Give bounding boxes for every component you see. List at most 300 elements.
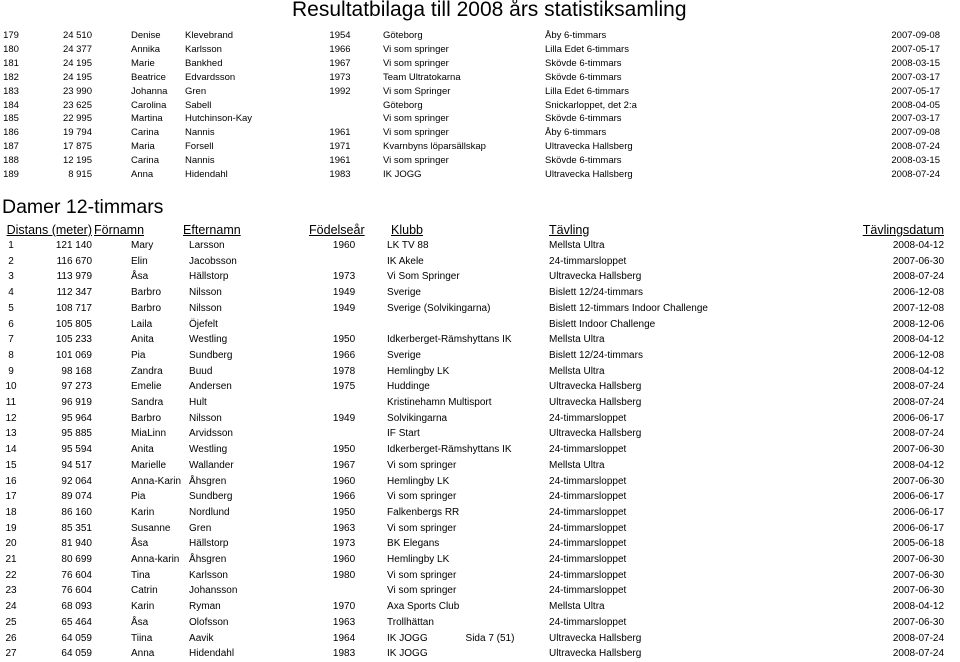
cell-rank: 2 — [8, 255, 14, 267]
table-row — [0, 646, 944, 662]
cell-distance: 64 059 — [61, 632, 92, 644]
table-row — [0, 254, 944, 270]
cell-date: 2008-04-12 — [892, 459, 945, 471]
cell-birth-year: 1973 — [332, 271, 356, 283]
cell-club: Göteborg — [383, 30, 423, 41]
cell-distance: 98 168 — [61, 365, 92, 377]
results-table-continued-body — [0, 29, 940, 182]
cell-rank: 186 — [3, 127, 19, 139]
cell-club: Axa Sports Club — [387, 601, 460, 613]
cell-date: 2008-07-24 — [892, 632, 945, 644]
table-row — [0, 411, 944, 427]
cell-distance: 95 964 — [61, 412, 92, 424]
cell-rank: 5 — [8, 302, 14, 314]
cell-birth-year — [309, 395, 365, 411]
cell-first-name: Marielle — [131, 459, 167, 471]
cell-rank: 6 — [8, 318, 14, 330]
table-row — [0, 364, 944, 380]
cell-competition: 24-timmarsloppet — [549, 569, 627, 581]
cell-date: 2008-03-15 — [891, 57, 940, 69]
cell-club: Hemlingby LK — [387, 554, 450, 566]
cell-club: Team Ultratokarna — [383, 71, 461, 83]
cell-distance: 105 805 — [55, 318, 92, 330]
cell-rank: 15 — [5, 459, 17, 471]
cell-last-name: Nannis — [185, 127, 215, 139]
cell-distance: 23 625 — [62, 99, 92, 111]
cell-birth-year — [309, 317, 365, 333]
cell-date: 2007-09-08 — [891, 127, 940, 139]
table-row — [0, 29, 940, 43]
cell-first-name: Pia — [131, 349, 146, 361]
cell-last-name: Nilsson — [189, 302, 222, 314]
cell-competition: Bislett 12/24-timmars — [549, 287, 643, 299]
table-row — [0, 85, 940, 99]
cell-first-name: Laila — [131, 318, 153, 330]
cell-first-name: Åsa — [131, 271, 149, 283]
table-row — [0, 474, 944, 490]
cell-last-name: Nilsson — [189, 412, 222, 424]
table-row — [0, 43, 940, 57]
cell-date: 2008-04-12 — [892, 240, 945, 251]
cell-date: 2007-06-30 — [892, 444, 945, 456]
cell-rank: 7 — [8, 334, 14, 346]
cell-birth-year: 1980 — [332, 569, 356, 581]
cell-rank: 21 — [5, 554, 17, 566]
cell-first-name: Åsa — [131, 538, 149, 550]
cell-rank: 8 — [8, 349, 14, 361]
table-row — [0, 57, 940, 71]
cell-last-name: Karlsson — [189, 569, 228, 581]
table-row — [0, 126, 940, 140]
cell-competition: 24-timmarsloppet — [549, 554, 627, 566]
cell-date: 2008-07-24 — [892, 428, 945, 440]
cell-birth-year: 1963 — [332, 522, 356, 534]
cell-date: 2008-04-12 — [892, 334, 945, 346]
cell-rank: 184 — [3, 99, 19, 111]
cell-date: 2007-05-17 — [891, 43, 940, 55]
cell-date: 2008-04-12 — [892, 601, 945, 613]
cell-last-name: Larsson — [189, 240, 225, 251]
cell-rank: 182 — [3, 71, 19, 83]
cell-distance: 94 517 — [61, 459, 92, 471]
cell-last-name: Karlsson — [185, 43, 222, 55]
cell-first-name: Pia — [131, 491, 146, 503]
cell-birth-year: 1970 — [332, 601, 356, 613]
cell-competition: Ultravecka Hallsberg — [549, 271, 642, 283]
cell-rank: 16 — [5, 475, 17, 487]
cell-date: 2005-06-18 — [892, 538, 945, 550]
cell-competition: Mellsta Ultra — [549, 365, 605, 377]
cell-club: Göteborg — [383, 99, 423, 111]
cell-rank: 27 — [5, 648, 17, 660]
cell-birth-year: 1960 — [332, 475, 356, 487]
header-competition: Tävling — [549, 223, 590, 237]
cell-club: IK JOGG — [387, 648, 428, 660]
cell-last-name: Nilsson — [189, 287, 222, 299]
cell-last-name: Hidendahl — [189, 648, 235, 660]
cell-distance: 23 990 — [62, 85, 92, 97]
cell-competition: Mellsta Ultra — [549, 459, 605, 471]
cell-date: 2006-12-08 — [892, 287, 945, 299]
header-club: Klubb — [391, 223, 424, 237]
cell-competition: 24-timmarsloppet — [549, 506, 627, 518]
cell-club: BK Elegans — [387, 538, 440, 550]
header-competition-date: Tävlingsdatum — [862, 223, 945, 237]
cell-birth-year: 1950 — [332, 444, 356, 456]
cell-first-name: Zandra — [131, 365, 163, 377]
table-row — [0, 395, 944, 411]
cell-date: 2008-07-24 — [891, 169, 940, 181]
cell-rank: 1 — [8, 240, 14, 251]
cell-first-name: Anita — [131, 334, 154, 346]
cell-distance: 17 875 — [62, 141, 92, 153]
table-row — [0, 615, 944, 631]
cell-last-name: Hidendahl — [185, 169, 228, 181]
cell-distance: 19 794 — [62, 127, 92, 139]
cell-competition: 24-timmarsloppet — [549, 475, 627, 487]
cell-first-name: Barbro — [131, 302, 162, 314]
cell-last-name: Johansson — [189, 585, 238, 597]
cell-first-name: Tiina — [131, 632, 153, 644]
cell-birth-year: 1964 — [332, 632, 356, 644]
table-row — [0, 332, 944, 348]
cell-birth-year: 1992 — [329, 85, 351, 97]
page-number: Sida 7 (51) — [465, 633, 515, 644]
cell-distance: 92 064 — [61, 475, 92, 487]
cell-competition: Åby 6-timmars — [545, 127, 607, 139]
cell-date: 2008-07-24 — [892, 381, 945, 393]
cell-rank: 9 — [8, 365, 14, 377]
cell-club: Hemlingby LK — [387, 365, 450, 377]
header-first-name: Förnamn — [94, 223, 145, 237]
cell-club: Huddinge — [387, 381, 430, 393]
cell-last-name: Jacobsson — [189, 255, 237, 267]
cell-distance: 12 195 — [62, 155, 92, 167]
cell-distance: 24 195 — [62, 57, 92, 69]
cell-last-name: Gren — [185, 85, 207, 97]
cell-birth-year: 1967 — [332, 459, 356, 471]
cell-competition: Ultravecka Hallsberg — [549, 381, 642, 393]
cell-rank: 25 — [5, 616, 17, 628]
cell-first-name: Annika — [131, 43, 161, 55]
cell-last-name: Åhsgren — [189, 475, 227, 487]
cell-first-name: Sandra — [131, 397, 164, 409]
table-row — [0, 379, 944, 395]
table-row — [0, 568, 944, 584]
cell-club: Sverige (Solvikingarna) — [387, 302, 491, 314]
cell-club: Trollhättan — [387, 616, 434, 628]
cell-date: 2008-07-24 — [892, 271, 945, 283]
cell-last-name: Nannis — [185, 155, 215, 167]
cell-club: IF Start — [387, 428, 420, 440]
table-row — [0, 599, 944, 615]
cell-rank: 23 — [5, 585, 17, 597]
cell-rank: 4 — [8, 287, 14, 299]
cell-birth-year: 1966 — [329, 43, 351, 55]
cell-first-name: Martina — [131, 113, 163, 125]
cell-club: Vi som springer — [383, 155, 449, 167]
cell-date: 2007-09-08 — [891, 30, 940, 41]
cell-last-name: Arvidsson — [189, 428, 233, 440]
cell-distance: 89 074 — [61, 491, 92, 503]
cell-distance: 24 195 — [62, 71, 92, 83]
cell-birth-year: 1973 — [332, 538, 356, 550]
cell-first-name: Tina — [131, 569, 151, 581]
cell-competition: Mellsta Ultra — [549, 601, 605, 613]
cell-distance: 76 604 — [61, 585, 92, 597]
cell-last-name: Hutchinson-Kay — [185, 113, 253, 125]
cell-first-name: Anna-karin — [131, 554, 180, 566]
cell-rank: 179 — [3, 30, 19, 41]
cell-birth-year: 1975 — [332, 381, 356, 393]
cell-rank: 185 — [3, 113, 19, 125]
cell-distance: 96 919 — [61, 397, 92, 409]
table-row — [0, 285, 944, 301]
cell-club: Solvikingarna — [387, 412, 448, 424]
cell-first-name: Marie — [131, 57, 155, 69]
header-distance: Distans (meter) — [6, 223, 92, 237]
cell-first-name: Beatrice — [131, 71, 166, 83]
cell-date: 2006-06-17 — [892, 412, 945, 424]
cell-first-name: Karin — [131, 601, 155, 613]
cell-birth-year: 1971 — [329, 141, 351, 153]
table-row — [0, 536, 944, 552]
cell-first-name: Barbro — [131, 412, 162, 424]
cell-club: Vi som springer — [383, 57, 449, 69]
cell-last-name: Öjefelt — [189, 318, 218, 330]
table-row — [0, 154, 940, 168]
cell-date: 2008-12-06 — [892, 318, 945, 330]
cell-club: Vi som springer — [387, 459, 457, 471]
cell-date: 2008-07-24 — [892, 648, 945, 660]
cell-birth-year: 1950 — [332, 334, 356, 346]
cell-competition: 24-timmarsloppet — [549, 255, 627, 267]
cell-first-name: Karin — [131, 506, 155, 518]
cell-distance: 80 699 — [61, 554, 92, 566]
cell-date: 2007-12-08 — [892, 302, 945, 314]
cell-last-name: Hällstorp — [189, 271, 229, 283]
cell-competition: Skövde 6-timmars — [545, 71, 622, 83]
cell-competition: Bislett 12/24-timmars — [549, 349, 643, 361]
cell-distance: 22 995 — [62, 113, 92, 125]
cell-first-name: Carolina — [131, 99, 167, 111]
cell-last-name: Forsell — [185, 141, 214, 153]
cell-club: Vi som springer — [387, 585, 457, 597]
cell-birth-year: 1960 — [332, 554, 356, 566]
cell-rank: 18 — [5, 506, 17, 518]
cell-first-name: Carina — [131, 155, 159, 167]
cell-competition: Mellsta Ultra — [549, 240, 605, 251]
cell-competition: 24-timmarsloppet — [549, 444, 627, 456]
cell-competition: 24-timmarsloppet — [549, 616, 627, 628]
table-row — [0, 442, 944, 458]
cell-competition: Skövde 6-timmars — [545, 57, 622, 69]
cell-distance: 108 717 — [55, 302, 92, 314]
cell-rank: 14 — [5, 444, 17, 456]
cell-last-name: Edvardsson — [185, 71, 236, 83]
table-row — [0, 489, 944, 505]
cell-club: Vi som springer — [383, 127, 449, 139]
cell-competition: Ultravecka Hallsberg — [545, 169, 633, 181]
cell-rank: 189 — [3, 169, 19, 181]
cell-last-name: Olofsson — [189, 616, 229, 628]
cell-club: Vi som springer — [387, 569, 457, 581]
cell-date: 2007-05-17 — [891, 85, 940, 97]
cell-date: 2007-06-30 — [892, 585, 945, 597]
cell-date: 2008-04-05 — [891, 99, 940, 111]
cell-competition: Bislett Indoor Challenge — [549, 318, 656, 330]
cell-first-name: Maria — [131, 141, 155, 153]
cell-competition: 24-timmarsloppet — [549, 538, 627, 550]
cell-rank: 183 — [3, 85, 19, 97]
cell-first-name: Anna-Karin — [131, 475, 182, 487]
results-table-continued — [0, 29, 940, 182]
cell-last-name: Aavik — [189, 632, 214, 644]
table-row — [0, 71, 940, 85]
cell-club: Kvarnbyns löparsällskap — [383, 141, 486, 153]
table-row — [0, 99, 940, 113]
cell-birth-year: 1961 — [329, 127, 351, 139]
cell-club: IK JOGG — [383, 169, 422, 181]
cell-last-name: Buud — [189, 365, 213, 377]
cell-first-name: Åsa — [131, 616, 149, 628]
cell-club: Idkerberget-Rämshyttans IK — [387, 334, 512, 346]
cell-competition: Bislett 12-timmars Indoor Challenge — [549, 302, 708, 314]
cell-first-name: Emelie — [131, 381, 162, 393]
cell-club: IK JOGG — [387, 632, 428, 644]
cell-club: Sverige — [387, 287, 421, 299]
table-row — [0, 583, 944, 599]
cell-rank: 26 — [5, 632, 17, 644]
cell-club: Hemlingby LK — [387, 475, 450, 487]
cell-distance: 76 604 — [61, 569, 92, 581]
cell-club: Idkerberget-Rämshyttans IK — [387, 444, 512, 456]
cell-birth-year: 1966 — [332, 491, 356, 503]
cell-date: 2007-06-30 — [892, 616, 945, 628]
cell-last-name: Andersen — [189, 381, 232, 393]
header-birth-year: Födelseår — [309, 223, 365, 237]
cell-birth-year: 1973 — [329, 71, 351, 83]
cell-distance: 101 069 — [55, 349, 92, 361]
cell-birth-year: 1966 — [332, 349, 356, 361]
table-row — [0, 168, 940, 182]
cell-date: 2007-03-17 — [891, 71, 940, 83]
cell-competition: 24-timmarsloppet — [549, 412, 627, 424]
cell-rank: 11 — [5, 397, 17, 409]
cell-competition: Lilla Edet 6-timmars — [545, 43, 629, 55]
cell-date: 2008-07-24 — [891, 141, 940, 153]
header-row — [0, 222, 944, 238]
cell-distance: 121 140 — [55, 240, 92, 251]
cell-birth-year: 1949 — [332, 412, 356, 424]
cell-last-name: Ryman — [189, 601, 221, 613]
cell-last-name: Westling — [189, 334, 228, 346]
cell-distance: 113 979 — [56, 271, 92, 283]
cell-distance: 8 915 — [68, 169, 92, 181]
cell-rank: 188 — [3, 155, 19, 167]
cell-first-name: Catrin — [131, 585, 158, 597]
cell-last-name: Westling — [189, 444, 228, 456]
cell-club: Kristinehamn Multisport — [387, 397, 492, 409]
results-table-body — [0, 238, 944, 662]
cell-rank: 10 — [5, 381, 17, 393]
cell-last-name: Hult — [189, 397, 207, 409]
header-last-name: Efternamn — [183, 223, 241, 237]
table-row — [0, 521, 944, 537]
cell-distance: 65 464 — [61, 616, 92, 628]
table-row — [0, 301, 944, 317]
cell-competition: Åby 6-timmars — [545, 30, 607, 41]
cell-competition: Skövde 6-timmars — [545, 113, 622, 125]
cell-last-name: Gren — [189, 522, 212, 534]
cell-birth-year — [309, 426, 365, 442]
cell-club: Vi Som Springer — [387, 271, 460, 283]
cell-distance: 95 885 — [61, 428, 92, 440]
table-row — [0, 238, 944, 254]
cell-first-name: Mary — [131, 240, 154, 251]
cell-birth-year — [305, 99, 361, 113]
cell-last-name: Bankhed — [185, 57, 223, 69]
table-row — [0, 458, 944, 474]
cell-competition: Ultravecka Hallsberg — [549, 648, 642, 660]
cell-club: Vi som springer — [383, 43, 449, 55]
cell-first-name: Anita — [131, 444, 154, 456]
cell-competition: Skövde 6-timmars — [545, 155, 622, 167]
table-row — [0, 426, 944, 442]
cell-club: Sverige — [387, 349, 421, 361]
cell-rank: 17 — [5, 491, 17, 503]
results-table — [0, 222, 944, 662]
cell-birth-year — [305, 112, 361, 126]
cell-distance: 112 347 — [56, 287, 92, 299]
cell-date: 2007-06-30 — [892, 475, 945, 487]
cell-first-name: Elin — [131, 255, 148, 267]
cell-competition: Ultravecka Hallsberg — [549, 428, 642, 440]
cell-competition: Lilla Edet 6-timmars — [545, 85, 629, 97]
cell-birth-year: 1949 — [332, 302, 356, 314]
cell-distance: 97 273 — [61, 381, 92, 393]
cell-rank: 187 — [3, 141, 19, 153]
cell-last-name: Åhsgren — [189, 554, 227, 566]
cell-date: 2008-07-24 — [892, 397, 945, 409]
cell-birth-year — [309, 583, 365, 599]
section-title: Damer 12-timmars — [2, 196, 164, 218]
cell-rank: 19 — [5, 522, 17, 534]
cell-first-name: Johanna — [131, 85, 168, 97]
cell-birth-year: 1983 — [332, 648, 356, 660]
cell-first-name: Barbro — [131, 287, 162, 299]
cell-rank: 13 — [5, 428, 17, 440]
cell-rank: 22 — [5, 569, 17, 581]
cell-rank: 181 — [3, 57, 19, 69]
cell-last-name: Hällstorp — [189, 538, 229, 550]
cell-date: 2007-06-30 — [892, 569, 945, 581]
table-row — [0, 269, 944, 285]
cell-first-name: MiaLinn — [131, 428, 167, 440]
cell-birth-year: 1983 — [329, 169, 351, 181]
table-row — [0, 317, 944, 333]
cell-distance: 24 377 — [62, 43, 92, 55]
cell-date: 2006-12-08 — [892, 349, 945, 361]
cell-first-name: Carina — [131, 127, 159, 139]
cell-distance: 85 351 — [61, 522, 92, 534]
cell-last-name: Sundberg — [189, 349, 233, 361]
cell-club: Falkenbergs RR — [387, 506, 460, 518]
cell-competition: Snickarloppet, det 2:a — [545, 99, 637, 111]
cell-club: Vi som springer — [387, 491, 457, 503]
cell-club: IK Akele — [387, 255, 424, 267]
cell-distance: 68 093 — [61, 601, 92, 613]
